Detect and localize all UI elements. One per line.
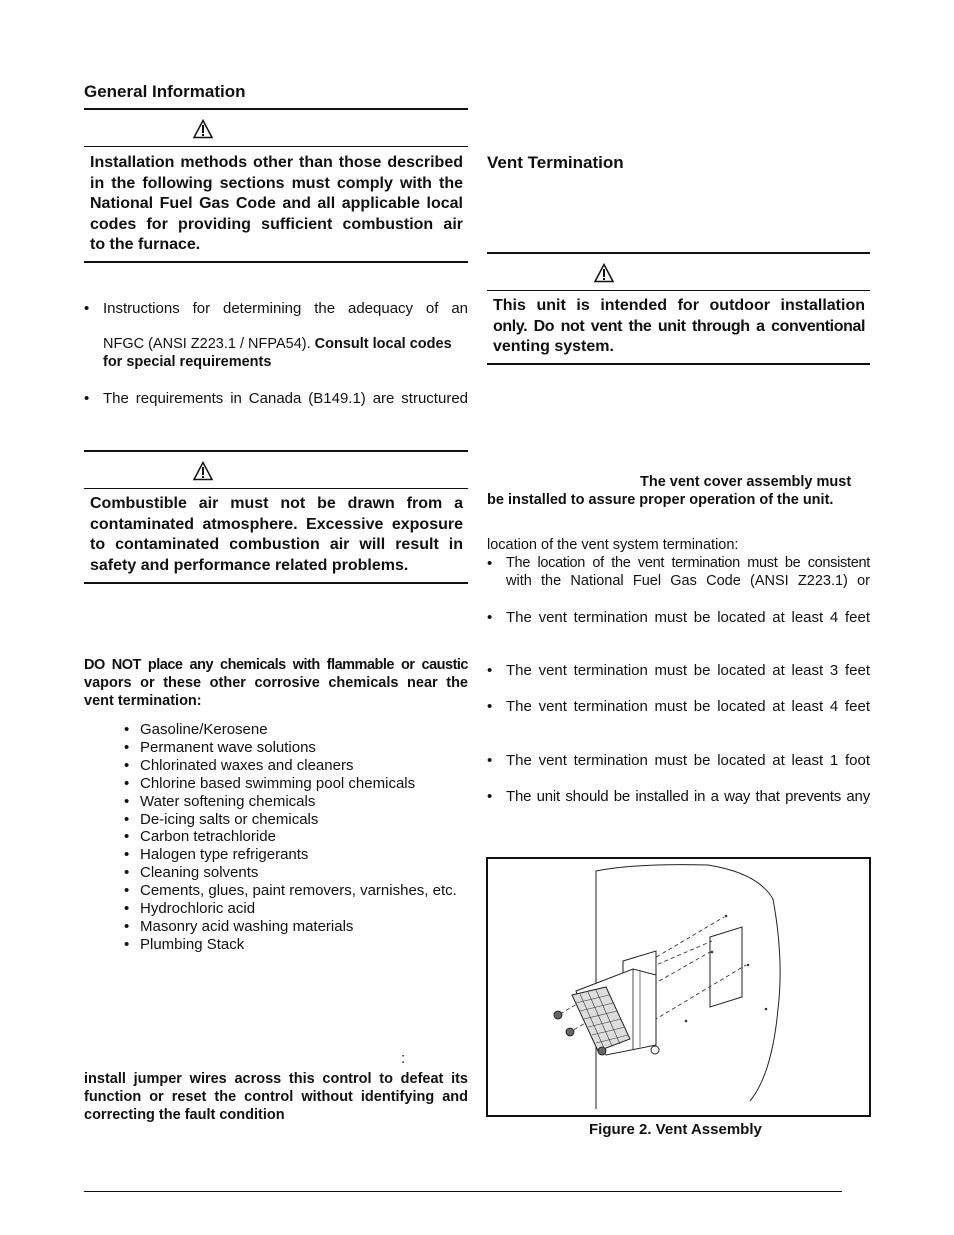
chemical-item: • Water softening chemicals [124, 793, 457, 811]
warning-line: to the furnace. [90, 236, 201, 253]
warning-bottom-rule [84, 582, 468, 584]
bullet-location-line2: with the National Fuel Gas Code (ANSI Z223.1) or [506, 573, 870, 589]
warning-line: venting system. [493, 338, 614, 355]
vent-cover-note-line1: The vent cover assembly must [640, 474, 852, 490]
warning-line: to contaminated combustion air will result in [90, 536, 463, 553]
section-heading-vent-termination: Vent Termination [487, 153, 624, 172]
vent-assembly-figure [486, 857, 871, 1117]
bullet-1-foot: The vent termination must be located at least 1 foot [506, 752, 870, 769]
warning-top-rule [84, 450, 468, 452]
chemical-item: • Halogen type refrigerants [124, 846, 457, 864]
bullet-marker: • [487, 555, 493, 572]
chemical-item: • Chlorine based swimming pool chemicals [124, 775, 457, 793]
warning-line: Installation methods other than those described [90, 154, 463, 171]
chemical-item: • De-icing salts or chemicals [124, 811, 457, 829]
warning-line: Combustible air must not be drawn from a [90, 495, 463, 512]
chemical-list [124, 721, 457, 954]
consult-local-codes: Consult local codes [314, 336, 452, 352]
warning-line: National Fuel Gas Code and all applicable local [90, 195, 463, 212]
bullet-marker: • [487, 788, 493, 805]
jumper-line: correcting the fault condition [84, 1106, 285, 1123]
warning-line: contaminated atmosphere. Excessive exposure [90, 515, 463, 533]
vent-cover-note-line2: be installed to assure proper operation of the unit. [487, 492, 834, 508]
intro-line: DO NOT place any chemicals with flammable or caustic [84, 657, 468, 673]
bullet-4-feet: The vent termination must be located at least 4 feet [506, 609, 870, 626]
warning-line: safety and performance related problems. [90, 556, 409, 574]
bullet-installation-prevents: The unit should be installed in a way that prevents any [506, 788, 870, 805]
warning-line: codes for providing sufficient combustion air [90, 215, 463, 233]
warning-header-rule [84, 488, 468, 489]
chemical-item: • Masonry acid washing materials [124, 918, 457, 936]
warning-box-installation [90, 153, 463, 256]
chemical-item: • Gasoline/Kerosene [124, 721, 457, 739]
bullet-adequacy-line1: Instructions for determining the adequacy of an [103, 300, 468, 317]
warning-line: This unit is intended for outdoor installation [493, 297, 865, 314]
jumper-wire-warning [84, 1071, 468, 1124]
warning-header-rule [487, 290, 870, 291]
warning-bottom-rule [487, 363, 870, 365]
chemical-item: • Permanent wave solutions [124, 739, 457, 757]
vent-assembly-drawing [488, 859, 869, 1115]
bullet-marker: • [487, 752, 493, 769]
chemical-item: • Chlorinated waxes and cleaners [124, 757, 457, 775]
warning-box-contaminated-air [90, 494, 463, 576]
warning-triangle-icon [193, 119, 213, 139]
special-requirements: for special requirements [103, 354, 272, 370]
bullet-marker: • [84, 300, 90, 317]
warning-top-rule [84, 108, 468, 110]
bullet-location-line1: The location of the vent termination must be consistent [506, 555, 870, 571]
chemical-item: • Cements, glues, paint removers, varnishes, etc. [124, 882, 457, 900]
nfgc-reference: NFGC (ANSI Z223.1 / NFPA54). [103, 336, 315, 352]
warning-triangle-icon [594, 263, 614, 283]
jumper-line: function or reset the control without identifying and [84, 1088, 468, 1105]
section-heading-general-information: General Information [84, 82, 246, 101]
chemical-item: • Hydrochloric acid [124, 900, 457, 918]
colon-mark: : [401, 1050, 406, 1067]
warning-line: in the following sections must comply with the [90, 174, 463, 192]
warning-triangle-icon [193, 461, 213, 481]
bullet-marker: • [487, 662, 493, 679]
chemical-item: • Cleaning solvents [124, 864, 457, 882]
warning-bottom-rule [84, 261, 468, 263]
bullet-4-feet-second: The vent termination must be located at least 4 feet [506, 698, 870, 715]
bullet-canada-requirements: The requirements in Canada (B149.1) are structured [103, 390, 468, 407]
location-intro: location of the vent system termination: [487, 537, 739, 553]
chemicals-intro [84, 657, 468, 710]
bullet-marker: • [487, 698, 493, 715]
jumper-line: install jumper wires across this control to defeat its [84, 1071, 468, 1087]
warning-line: only. Do not vent the unit through a conventional [493, 317, 865, 335]
bullet-adequacy-line2 [103, 336, 471, 354]
bullet-marker: • [84, 390, 90, 407]
chemical-item: • Plumbing Stack [124, 936, 457, 954]
chemical-item: • Carbon tetrachloride [124, 828, 457, 846]
figure-caption: Figure 2. Vent Assembly [589, 1121, 762, 1138]
warning-top-rule [487, 252, 870, 254]
intro-line: vent termination: [84, 692, 202, 709]
footer-rule [84, 1191, 842, 1192]
bullet-3-feet: The vent termination must be located at least 3 feet [506, 662, 870, 679]
warning-header-rule [84, 146, 468, 147]
bullet-marker: • [487, 609, 493, 626]
intro-line: vapors or these other corrosive chemicals near the [84, 674, 468, 691]
warning-box-outdoor-only [493, 296, 865, 358]
